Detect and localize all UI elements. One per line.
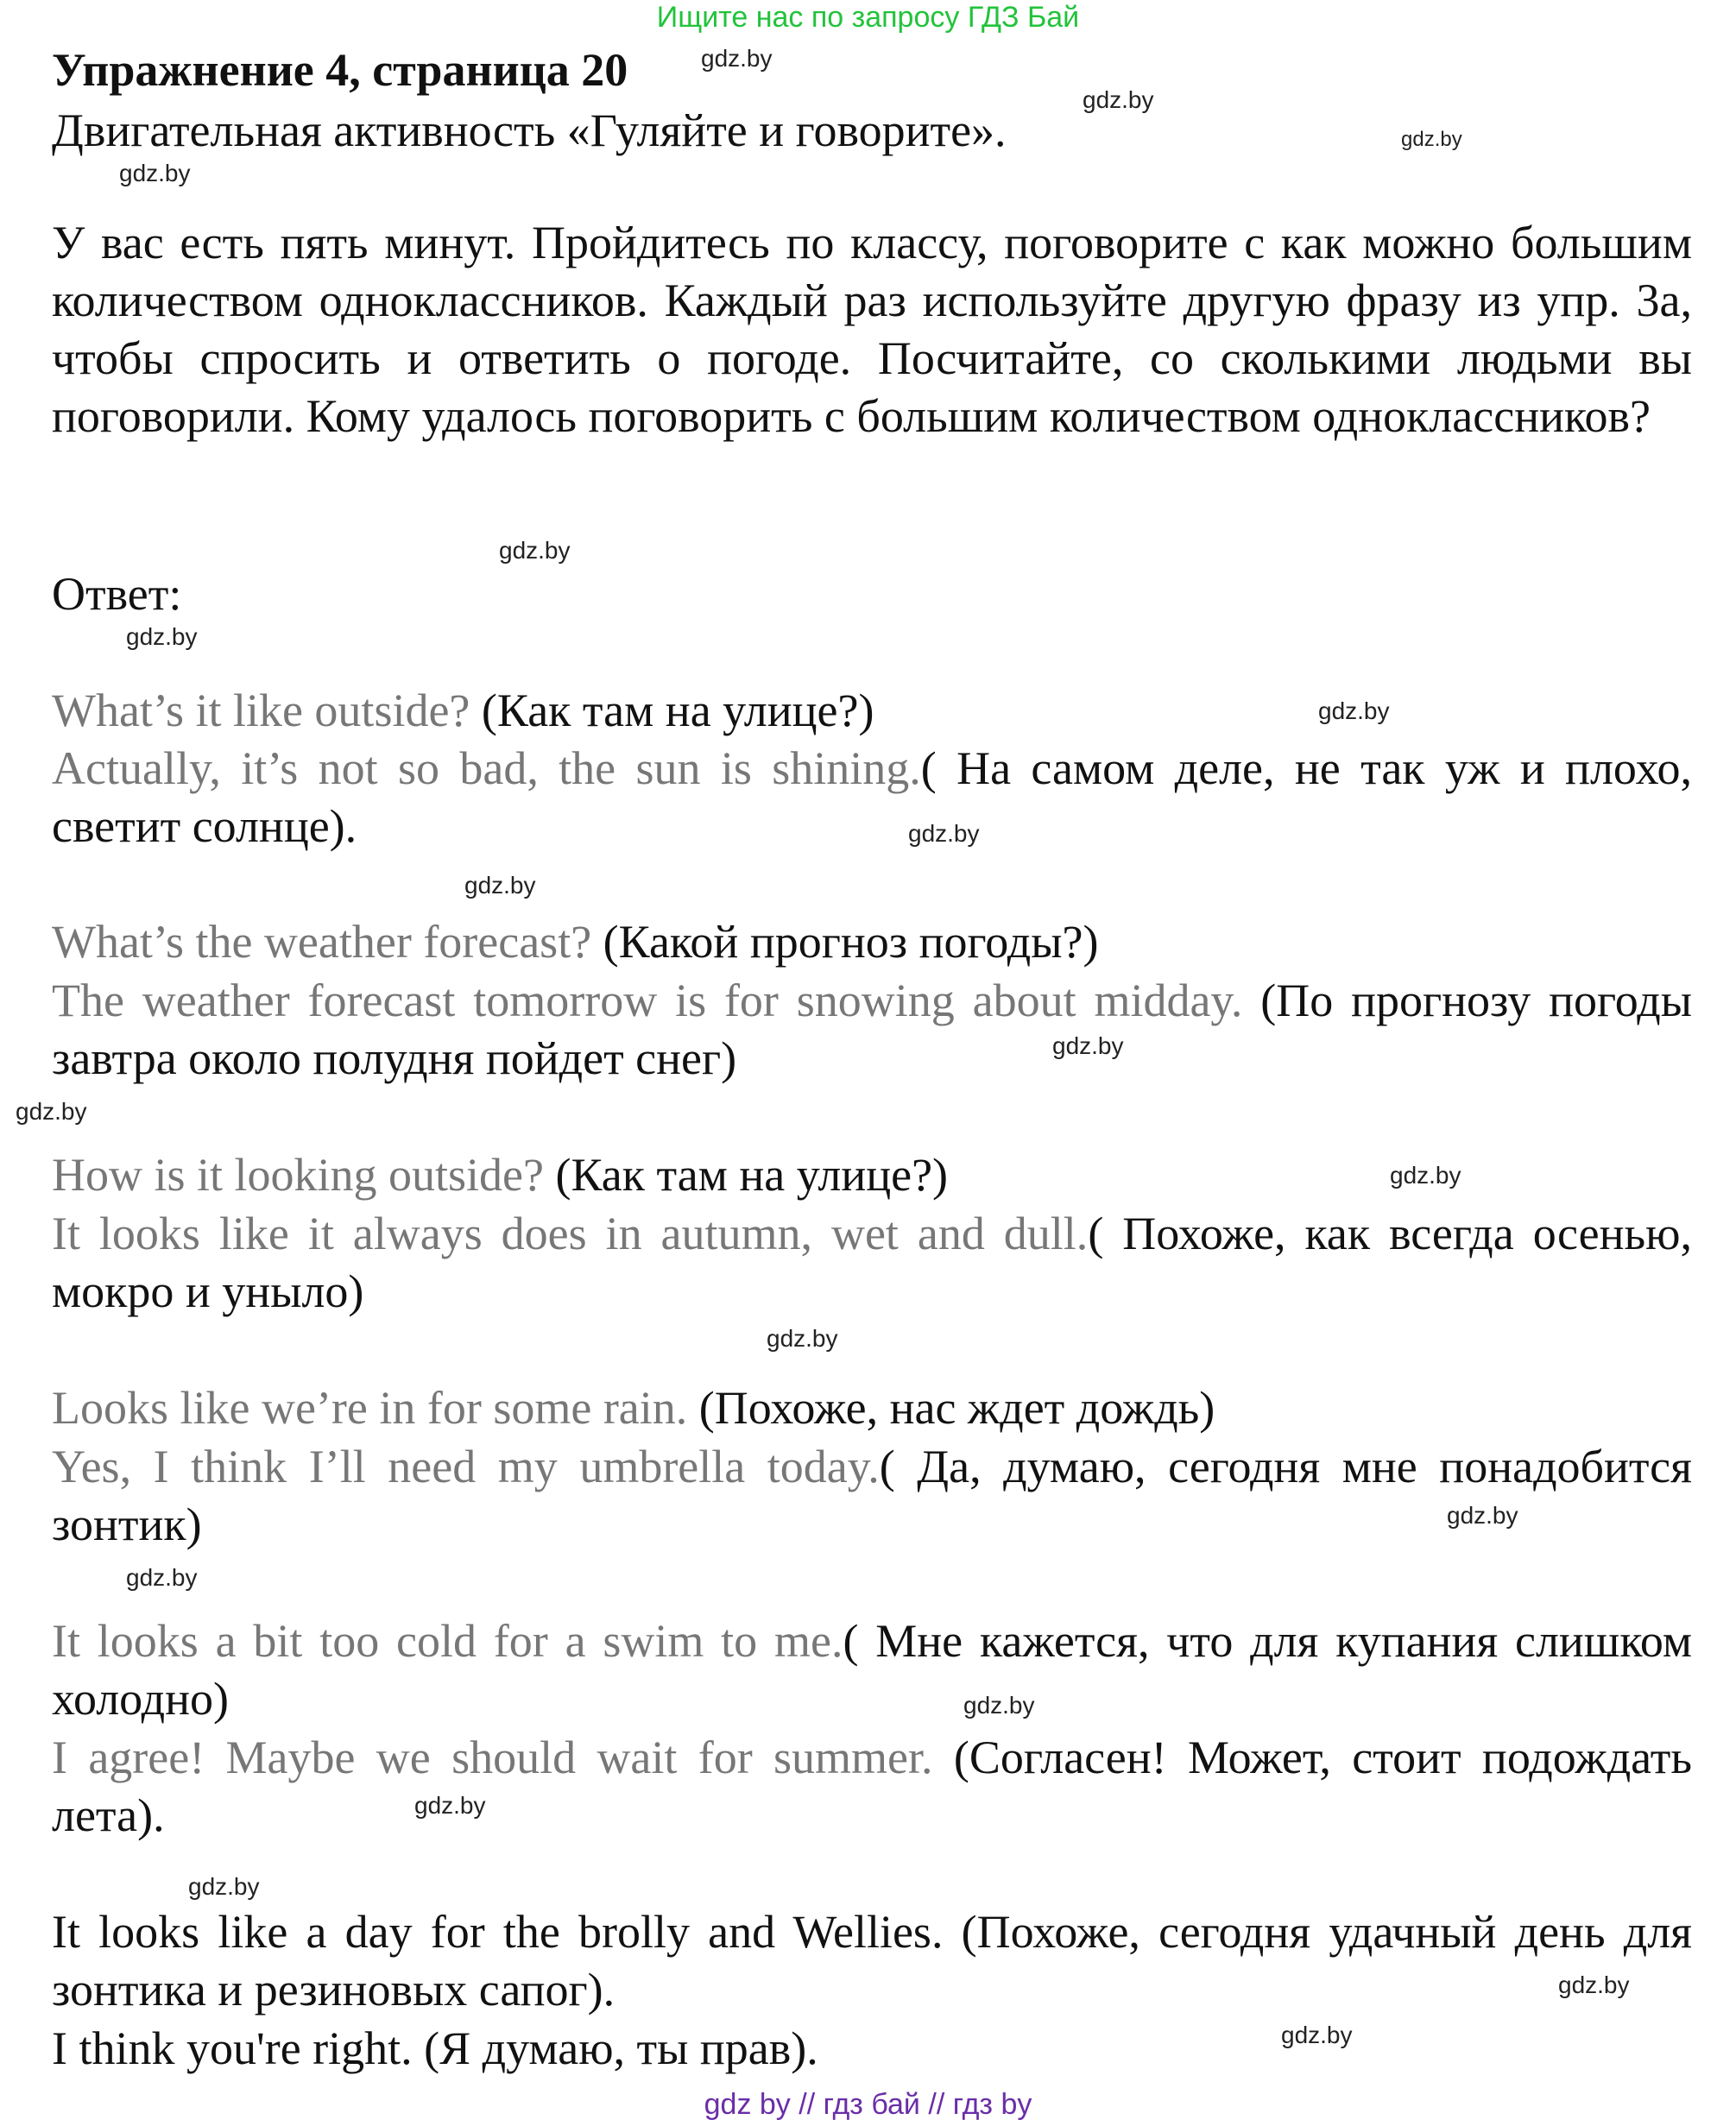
question-english: What’s it like outside? [52,684,482,736]
question-english: What’s the weather forecast? [52,916,603,968]
question-translation: (Похоже, сегодня удачный день для зонтика и резиновых сапог). [52,1906,1692,2016]
watermark: gdz.by [908,820,980,847]
answer-translation: (Согласен! Может, стоит подождать лета). [52,1732,1692,1841]
answer-english: I agree! Maybe we should wait for summer. [52,1732,954,1783]
dialogue-answer [52,2020,1692,2078]
answer-english: It looks like it always does in autumn, wet and dull. [52,1208,1089,1259]
watermark: gdz.by [1447,1502,1518,1529]
question-english: Looks like we’re in for some rain. [52,1382,699,1434]
dialogue-question [52,682,1692,740]
watermark: gdz.by [126,623,198,650]
watermark: gdz.by [499,537,571,564]
task-text: У вас есть пять минут. Пройдитесь по классу, поговорите с как можно большим количеством одноклассников. Каждый раз используйте другую фразу из упр. 3а, чтобы спросить и ответить о погоде. Посчитайте, со сколькими людьми вы поговорили. Кому удалось поговорить с большим количеством одноклассников? [52,217,1692,442]
watermark: gdz.by [1401,128,1462,151]
watermark: gdz.by [963,1692,1035,1719]
dialogue-answer [52,1438,1692,1554]
watermark: gdz.by [701,45,773,72]
watermark: gdz.by [1052,1032,1124,1059]
watermark: gdz.by [1083,86,1154,113]
question-translation: (Как там на улице?) [555,1149,949,1201]
dialogue-question [52,1903,1692,2019]
dialogue-question [52,913,1692,971]
watermark: gdz.by [1390,1162,1461,1189]
question-translation: (Какой прогноз погоды?) [603,916,1099,968]
answer-translation: (Я думаю, ты прав). [424,2022,818,2074]
watermark: gdz.by [1281,2022,1353,2048]
answer-translation: ( Похоже, как всегда осенью, мокро и уныло) [52,1208,1693,1317]
watermark: gdz.by [126,1564,198,1591]
page-title: Упражнение 4, страница 20 [52,44,628,96]
watermark: gdz.by [119,160,191,186]
question-translation: ( Мне кажется, что для купания слишком холодно) [52,1615,1693,1725]
question-translation: (Как там на улице?) [481,684,874,736]
dialogue-question [52,1612,1692,1728]
watermark: gdz.by [188,1873,260,1900]
top-banner[interactable]: Ищите нас по запросу ГДЗ Бай [656,1,1080,34]
dialogue-answer [52,972,1692,1088]
bottom-banner[interactable]: gdz by // гдз бай // гдз by [704,2088,1032,2121]
answer-translation: ( На самом деле, не так уж и плохо, светит солнце). [52,742,1693,852]
question-english: It looks like a day for the brolly and Wellies. [52,1906,962,1958]
watermark: gdz.by [1318,697,1390,724]
watermark: gdz.by [767,1325,838,1352]
answer-english: I think you're right. [52,2022,425,2074]
answer-label: Ответ: [52,568,182,620]
watermark: gdz.by [464,872,536,899]
page-subtitle: Двигательная активность «Гуляйте и говорите». [52,104,1007,156]
dialogue-answer [52,1205,1692,1321]
question-english: It looks a bit too cold for a swim to me. [52,1615,843,1667]
question-english: How is it looking outside? [52,1149,556,1201]
watermark: gdz.by [16,1098,87,1125]
answer-translation: (По прогнозу погоды завтра около полудня пойдет снег) [52,975,1692,1084]
answer-translation: ( Да, думаю, сегодня мне понадобится зонтик) [52,1441,1692,1550]
watermark: gdz.by [1558,1971,1630,1998]
dialogue-question [52,1379,1692,1437]
watermark: gdz.by [414,1792,486,1819]
answer-english: Yes, I think I’ll need my umbrella today. [52,1441,880,1492]
dialogue-answer [52,740,1692,855]
answer-english: The weather forecast tomorrow is for snowing about midday. [52,975,1261,1026]
dialogue-answer [52,1729,1692,1845]
question-translation: (Похоже, нас ждет дождь) [698,1382,1215,1434]
answer-english: Actually, it’s not so bad, the sun is shining. [52,742,921,794]
